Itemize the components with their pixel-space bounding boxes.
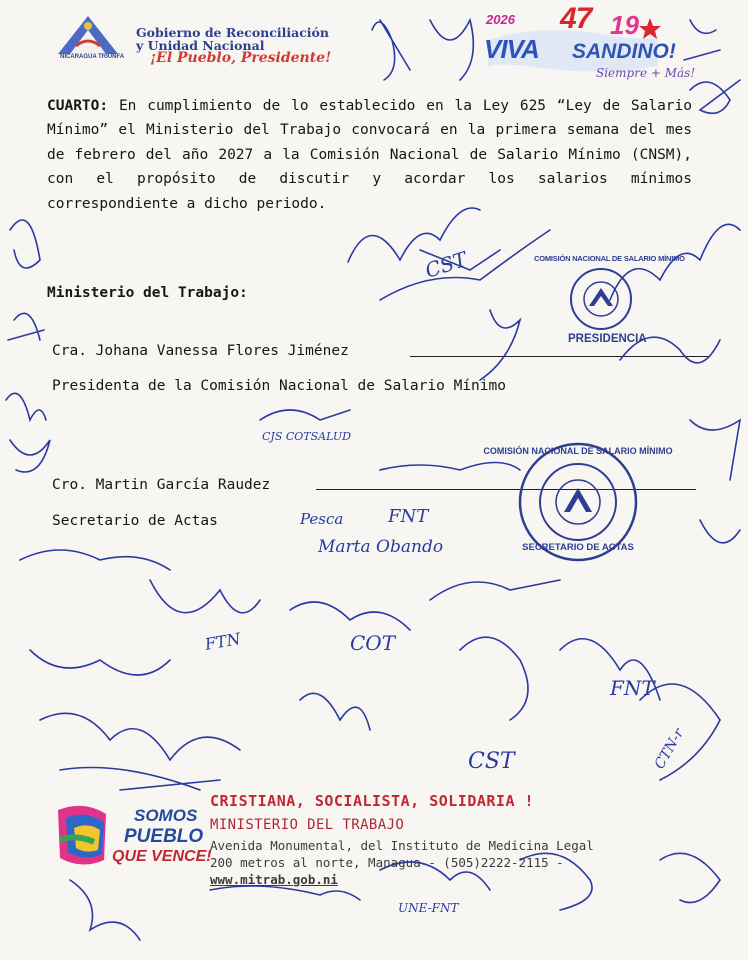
- pueblo-text: PUEBLO: [124, 826, 204, 847]
- sig-cst-1: CST: [422, 246, 470, 283]
- signer2-name: Cro. Martin García Raudez: [52, 477, 271, 493]
- campaign-year: 2026: [486, 12, 515, 27]
- que-vence-text: QUE VENCE!: [112, 848, 212, 865]
- sig-ctnr: CTN-r: [651, 726, 688, 772]
- signature-strokes: [6, 20, 740, 940]
- footer-address-line1: Avenida Monumental, del Instituto de Medicina Legal: [210, 838, 594, 853]
- signer1-role: Presidenta de la Comisión Nacional de Salario Mínimo: [52, 378, 506, 394]
- seal-ring-text: COMISIÓN NACIONAL DE SALARIO MÍNIMO: [483, 446, 673, 456]
- sig-pesca: Pesca: [300, 510, 344, 528]
- somos-text: SOMOS: [134, 806, 198, 825]
- footer-website: www.mitrab.gob.ni: [210, 872, 338, 887]
- campaign-sandino: SANDINO!: [572, 40, 676, 63]
- clause-text: En cumplimiento de lo establecido en la Ley 625 “Ley de Salario Mínimo” el Ministerio del Trabajo convocará en la primera semana del mes de febrero del año 2027 a la Comisión Nacional de Salario Mínimo (CNSM), con el propósito de discutir y acordar los salarios mínimos correspondiente a dicho periodo.: [47, 98, 692, 212]
- sig-cst-2: CST: [468, 749, 515, 774]
- sig-ftn: FTN: [203, 629, 242, 654]
- campaign-47: 47: [560, 2, 592, 35]
- sig-cjs: CJS COTSALUD: [262, 430, 351, 443]
- sig-cot: COT: [350, 631, 396, 655]
- presidencia-seal-title: COMISIÓN NACIONAL DE SALARIO MÍNIMO: [534, 254, 685, 263]
- sig-fnt-2: FNT: [610, 676, 655, 700]
- campaign-19: 19: [610, 10, 639, 40]
- government-name-line2: y Unidad Nacional: [136, 38, 265, 53]
- government-name-line1: Gobierno de Reconciliación: [136, 25, 329, 40]
- clause-label: CUARTO:: [47, 98, 109, 114]
- footer-slogan: CRISTIANA, SOCIALISTA, SOLIDARIA !: [210, 792, 535, 810]
- government-slogan: ¡El Pueblo, Presidente!: [150, 50, 332, 66]
- signature-labels: [202, 246, 688, 915]
- nicaragua-label: NICARAGUA TRIUNFA: [60, 54, 125, 60]
- ministry-heading: Ministerio del Trabajo:: [47, 285, 248, 301]
- footer-ministry: MINISTERIO DEL TRABAJO: [210, 817, 405, 833]
- signer1-name: Cra. Johana Vanessa Flores Jiménez: [52, 343, 349, 359]
- sig-unefnt: UNE-FNT: [398, 901, 459, 915]
- signer2-role: Secretario de Actas: [52, 513, 218, 529]
- seal-bottom-text: SECRETARIO DE ACTAS: [522, 542, 634, 553]
- campaign-viva: VIVA: [484, 34, 539, 64]
- sig-obando: Marta Obando: [318, 537, 444, 557]
- footer-address-line2: 200 metros al norte, Managua - (505)2222-2115 -: [210, 855, 564, 870]
- presidencia-label: PRESIDENCIA: [568, 333, 647, 345]
- campaign-siempre: Siempre + Más!: [596, 66, 696, 80]
- sig-fnt-1: FNT: [388, 506, 429, 527]
